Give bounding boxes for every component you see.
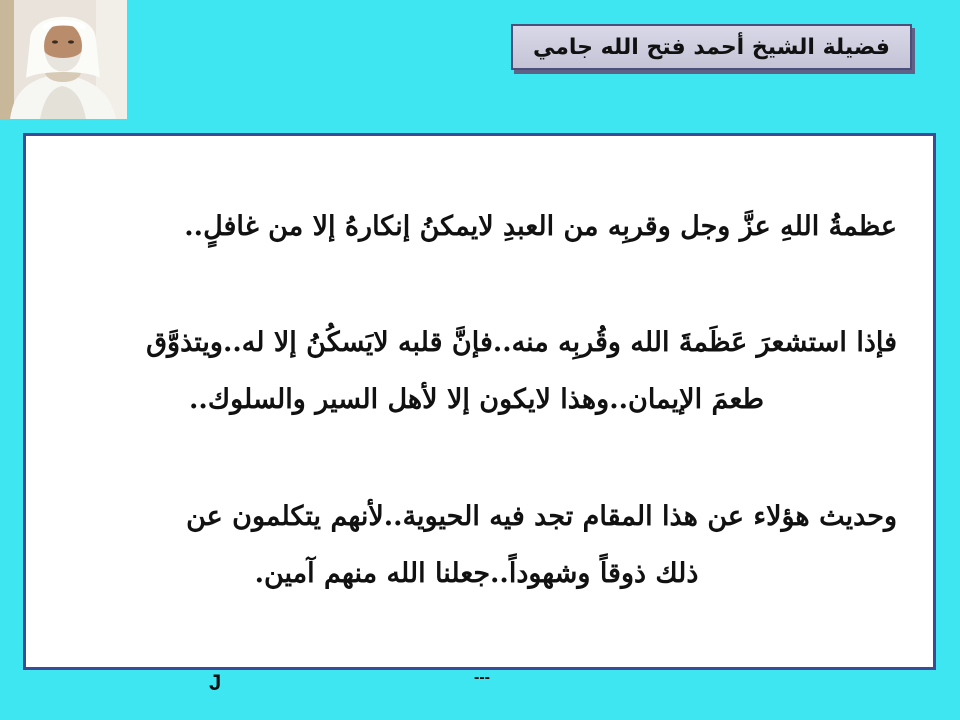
paragraph-line: ذلك ذوقاً وشهوداً..جعلنا الله منهم آمين. bbox=[254, 558, 699, 589]
paragraph-1 bbox=[56, 198, 897, 255]
title-box bbox=[511, 24, 912, 70]
footer-mark-center: --- bbox=[474, 669, 490, 686]
paragraph-line: عظمةُ اللهِ عزَّ وجل وقربِه من العبدِ لايمكنُ إنكارهُ إلا من غافلٍ.. bbox=[184, 211, 897, 242]
portrait-icon bbox=[0, 0, 127, 119]
footer-mark-left: J bbox=[209, 670, 222, 695]
paragraph-line: وحديث هؤلاء عن هذا المقام تجد فيه الحيوية..لأنهم يتكلمون عن bbox=[186, 501, 897, 532]
portrait-photo bbox=[0, 0, 127, 119]
page-title: فضيلة الشيخ أحمد فتح الله جامي bbox=[533, 34, 890, 60]
paragraph-line: فإذا استشعرَ عَظَمةَ الله وقُربِه منه..فإنَّ قلبه لايَسكُنُ إلا له..ويتذوَّق bbox=[146, 327, 897, 358]
paragraph-line: طعمَ الإيمان..وهذا لايكون إلا لأهل السير والسلوك.. bbox=[189, 384, 764, 415]
content-panel bbox=[23, 133, 936, 670]
paragraph-3 bbox=[56, 488, 897, 602]
paragraph-2 bbox=[56, 314, 897, 428]
